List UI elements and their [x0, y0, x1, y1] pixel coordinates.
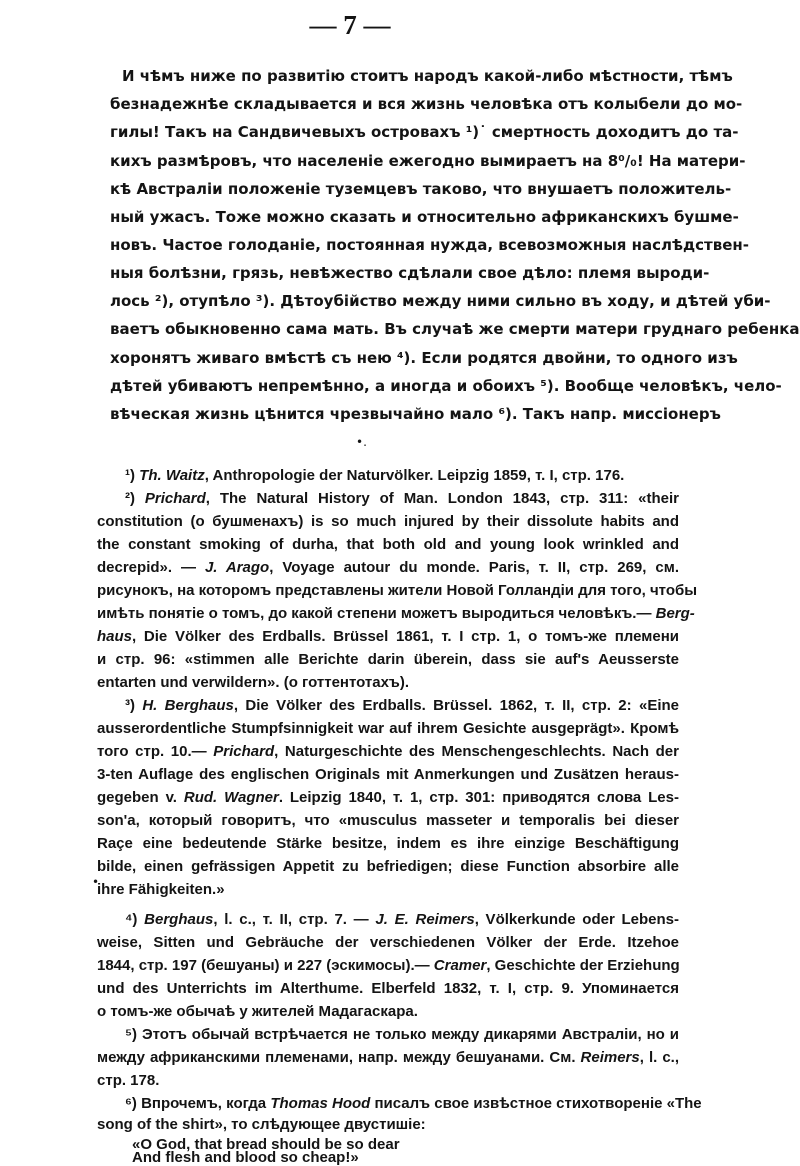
footnote-line: son'a, который говоритъ, что «musculus masseter и temporalis bei dieser — [97, 812, 679, 829]
quote-line: And flesh and blood so cheap!» — [132, 1149, 359, 1166]
footnote-text: . Leipzig 1840, т. 1, стр. 301: приводятся слова Les- — [278, 789, 679, 806]
footnote-line: 3-ten Auflage des englischen Originals mit Anmerkungen und Zusätzen heraus- — [97, 766, 679, 783]
text-line: ныя болѣзни, грязь, невѣжество сдѣлали свое дѣло: племя выроди- — [110, 264, 710, 282]
text-line: кѣ Австраліи положеніе туземцевъ таково, что внушаетъ положитель- — [110, 180, 732, 198]
footnote-3 — [125, 694, 679, 717]
footnote-author: H. Berghaus — [142, 697, 234, 714]
footnote-marker: ²) — [125, 490, 135, 507]
footnote-line — [97, 556, 679, 579]
footnote-line: und des Unterrichts im Alterthume. Elberfeld 1832, т. I, стр. 9. Упоминается — [97, 980, 679, 997]
footnote-text: , Naturgeschichte des Menschengeschlechts. Nach der — [274, 743, 679, 760]
footnote-line: constitution (о бушменахъ) is so much injured by their dissolute habits and — [97, 513, 679, 530]
footnote-line — [97, 786, 679, 809]
footnote-author: Reimers — [580, 1049, 640, 1066]
text-line: ваетъ обыкновенно сама мать. Въ случаѣ же смерти матери груднаго ребенка — [110, 320, 800, 338]
text-line: И чѣмъ ниже по развитію стоитъ народъ какой-либо мѣстности, тѣмъ — [122, 67, 733, 85]
footnote-marker: ³) — [125, 697, 135, 714]
footnote-line: bilde, einen gefrässigen Appetit zu befriedigen; diese Function absorbire alle — [97, 858, 679, 875]
margin-mark: • — [92, 875, 100, 889]
footnote-line: ausserordentliche Stumpfsinnigkeit war auf ihrem Gesichte ausgeprägt». Кромѣ — [97, 720, 679, 737]
quote-line: «O God, that bread should be so dear — [132, 1136, 400, 1153]
footnote-line: ihre Fähigkeiten.» — [97, 881, 225, 898]
text-line: дѣтей убиваютъ непремѣнно, а иногда и обоихъ ⁵). Вообще человѣкъ, чело- — [110, 377, 782, 395]
footnote-text: , l. c., — [639, 1049, 679, 1066]
footnote-author: Cramer — [433, 957, 487, 974]
footnote-marker: ⁵) — [125, 1026, 138, 1043]
page-number: — 7 — — [309, 10, 391, 40]
footnote-author: Prichard — [213, 743, 275, 760]
footnote-line: о томъ-же обычаѣ у жителей Мадагаскара. — [97, 1003, 418, 1020]
footnote-text: писалъ свое извѣстное стихотвореніе «The — [370, 1095, 702, 1112]
text-line: гилы! Такъ на Сандвичевыхъ островахъ ¹)˙ смертность доходитъ до та- — [110, 123, 739, 141]
footnote-text: gegeben v. — [97, 789, 184, 806]
footnote-line: стр. 178. — [97, 1072, 160, 1089]
footnote-text: 1844, стр. 197 (бешуаны) и 227 (эскимосы).— — [97, 957, 434, 974]
text-line: безнадежнѣе складывается и вся жизнь человѣка отъ колыбели до мо- — [110, 95, 743, 113]
text-line: хоронятъ живаго вмѣстѣ съ нею ⁴). Если родятся двойни, то одного изъ — [110, 349, 738, 367]
footnote-author: Berg- — [655, 605, 695, 622]
footnote-text: , l. c., т. II, стр. 7. — — [213, 911, 376, 928]
footnote-marker: ⁶) — [125, 1095, 137, 1112]
footnote-text: , Die Völker des Erdballs. Brüssel. 1862, т. II, стр. 2: «Eine — [233, 697, 679, 714]
footnote-text: между африканскими племенами, напр. между бешуанами. См. — [97, 1049, 581, 1066]
footnote-text: decrepid». — — [97, 559, 205, 576]
text-line: кихъ размѣровъ, что населеніе ежегодно вымираетъ на 8⁰/₀! На матери- — [110, 152, 746, 170]
footnote-line — [97, 1046, 679, 1069]
footnote-line — [97, 625, 679, 648]
footnote-line — [97, 954, 679, 977]
text-line: вѣческая жизнь цѣнится чрезвычайно мало ⁶). Такъ напр. миссіонеръ — [110, 405, 721, 423]
footnote-author: J. E. Reimers — [375, 911, 475, 928]
footnote-line: и стр. 96: «stimmen alle Berichte darin überein, dass sie auf's Aeusserste — [97, 651, 679, 668]
footnote-2 — [125, 487, 679, 510]
footnote-text: того стр. 10.— — [97, 743, 214, 760]
footnote-author: J. Arago — [204, 559, 270, 576]
footnote-author: Th. Waitz — [139, 467, 205, 484]
footnote-author: Thomas Hood — [270, 1095, 371, 1112]
footnote-4 — [125, 908, 679, 931]
footnote-author: Prichard — [144, 490, 206, 507]
footnote-line: the constant smoking of durha, that both old and young look wrinkled and — [97, 536, 679, 553]
footnote-text: , The Natural History of Man. London 1843, стр. 311: «their — [205, 490, 679, 507]
footnote-text: Этотъ обычай встрѣчается не только между дикарями Австраліи, но и — [141, 1026, 679, 1043]
footnote-1 — [125, 464, 679, 487]
footnote-text: Впрочемъ, когда — [141, 1095, 271, 1112]
footnote-author: Rud. Wagner — [183, 789, 279, 806]
footnote-author: Berghaus — [144, 911, 214, 928]
footnote-6 — [125, 1092, 702, 1115]
footnote-marker: ⁴) — [125, 911, 138, 928]
footnote-line: weise, Sitten und Gebräuche der verschiedenen Völker der Erde. Itzehoe — [97, 934, 679, 951]
footnote-marker: ¹) — [125, 467, 135, 484]
footnote-line: рисунокъ, на которомъ представлены жители Новой Голландіи для того, чтобы — [97, 582, 698, 599]
footnote-text: , Die Völker des Erdballs. Brüssel 1861, т. I стр. 1, о томъ-же племени — [132, 628, 679, 645]
footnote-text: имѣть понятіе о томъ, до какой степени можетъ выродиться человѣкъ.— — [97, 605, 656, 622]
text-line: лось ²), отупѣло ³). Дѣтоубійство между ними сильно въ ходу, и дѣтей уби- — [110, 292, 771, 310]
footnote-5 — [125, 1023, 679, 1046]
footnote-line — [97, 740, 679, 763]
footnote-text: , Anthropologie der Naturvölker. Leipzig 1859, т. I, стр. 176. — [204, 467, 625, 484]
footnote-line: song of the shirt», то слѣдующее двустишіе: — [97, 1116, 426, 1133]
footnote-text: , Geschichte der Erziehung — [486, 957, 680, 974]
footnote-author: haus — [97, 628, 133, 645]
footnote-text: , Voyage autour du monde. Paris, т. II, стр. 269, см. — [269, 559, 679, 576]
text-line: новъ. Частое голоданіе, постоянная нужда, всевозможныя наслѣдствен- — [110, 236, 749, 254]
text-line: ный ужасъ. Тоже можно сказать и относительно африканскихъ бушме- — [110, 208, 739, 226]
footnote-line — [97, 602, 695, 625]
separator-mark: •. — [356, 435, 367, 449]
footnote-text: , Völkerkunde oder Lebens- — [474, 911, 680, 928]
footnote-line: Raçe eine bedeutende Stärke besitze, indem es ihre einzige Beschäftigung — [97, 835, 679, 852]
footnote-line: entarten und verwildern». (о готтентотахъ). — [97, 674, 410, 691]
